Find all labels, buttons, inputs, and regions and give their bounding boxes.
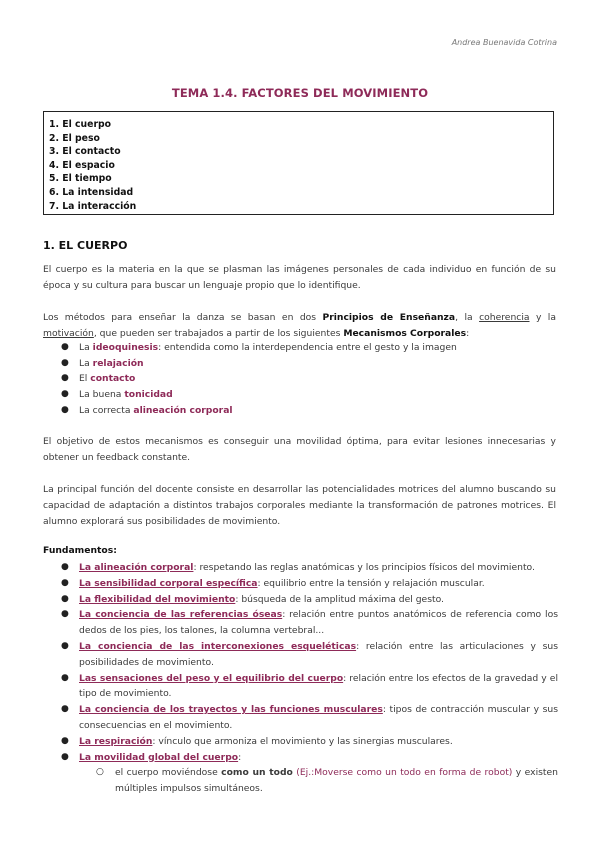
item-term: La conciencia de las referencias óseas (79, 609, 283, 621)
item-text: : entendida como la interdependencia entre el gesto y la imagen (158, 342, 457, 353)
item-term: tonicidad (124, 389, 173, 401)
item-term: La respiración (79, 735, 153, 747)
toc-item: 5. El tiempo (49, 173, 112, 185)
sub-list (79, 765, 558, 797)
toc-item: 6. La intensidad (49, 186, 134, 198)
item-text: El (79, 373, 91, 385)
section-heading: 1. EL CUERPO (43, 239, 128, 252)
intro-paragraph: El cuerpo es la materia en la que se plasman las imágenes personales de cada individuo en función de su época y su cultura para buscar un lenguaje propio que lo identifique. (43, 264, 556, 291)
bullet-icon: ● (61, 593, 69, 604)
bullet-icon: ● (61, 342, 69, 352)
mechanisms-list (43, 340, 556, 419)
item-term: La conciencia de las interconexiones esqueléticas (79, 640, 357, 652)
item-text: : vínculo que armoniza el movimiento y las sinergias musculares. (152, 735, 453, 747)
list-item (43, 356, 556, 372)
item-term: La sensibilidad corporal específica (79, 577, 258, 589)
bullet-icon: ● (61, 357, 69, 368)
item-bold-text: como un todo (221, 767, 293, 779)
item-term: ideoquinesis (92, 342, 159, 353)
list-item (43, 750, 558, 797)
item-term: La conciencia de los trayectos y las funciones musculares (79, 704, 383, 716)
bullet-icon: ● (61, 562, 69, 572)
table-of-contents (43, 111, 554, 215)
methods-text: , que pueden ser trabajados a partir de los siguientes (93, 328, 344, 339)
toc-item: 2. El peso (49, 132, 100, 144)
item-text: el cuerpo moviéndose (115, 767, 222, 779)
item-text: : equilibrio entre la tensión y relajación muscular. (257, 577, 485, 589)
bullet-icon: ● (61, 609, 69, 620)
item-text: : relación entre puntos anatómicos de referencia como los dedos de los pies, los talones, la columna vertebral... (79, 609, 558, 637)
toc-item: 1. El cuerpo (49, 119, 112, 130)
teacher-paragraph: La principal función del docente consiste en desarrollar las potencialidades motrices del alumno buscando su capacidad de adaptación a distintos trabajos corporales mediante la transformación de patrones motrices. El alumno explorará sus posibilidades de movimiento. (43, 484, 556, 527)
methods-text: : (466, 328, 470, 339)
author-name: Andrea Buenavida Cotrina (451, 38, 557, 47)
motivation-term: motivación (43, 328, 94, 339)
fundamentals-title: Fundamentos: (43, 545, 117, 556)
item-term: La alineación corporal (79, 562, 194, 573)
toc-item: 3. El contacto (49, 146, 121, 158)
bullet-icon: ● (61, 577, 69, 588)
list-item (43, 371, 556, 387)
item-text: : tipos de contracción muscular y sus consecuencias en el movimiento. (79, 704, 558, 731)
item-text: : (238, 751, 242, 763)
list-item (43, 387, 556, 403)
toc-item: 7. La interacción (49, 200, 137, 212)
list-item (43, 560, 558, 576)
bullet-icon: ● (61, 751, 69, 762)
bullet-icon: ● (61, 389, 69, 400)
item-term: Las sensaciones del peso y el equilibrio del cuerpo (79, 672, 344, 684)
item-text: La (79, 342, 93, 353)
bullet-icon: ● (61, 672, 69, 683)
bullet-icon: ● (61, 404, 69, 415)
bullet-icon: ● (61, 640, 69, 651)
list-item (43, 403, 556, 419)
item-term: relajación (92, 357, 144, 369)
methods-text: , la (455, 312, 480, 323)
list-item (43, 607, 558, 639)
item-term: La flexibilidad del movimiento (79, 593, 236, 605)
item-term: alineación corporal (133, 404, 233, 416)
example-text: (Ej.:Moverse como un todo en forma de robot) (296, 767, 513, 779)
fundamentals-list (43, 560, 558, 797)
item-text: La correcta (79, 404, 134, 416)
item-text: : relación entre las articulaciones y sus posibilidades de movimiento. (79, 640, 558, 668)
coherence-term: coherencia (479, 312, 530, 323)
list-item (43, 340, 556, 356)
item-text: La buena (79, 389, 125, 401)
list-item (43, 702, 558, 734)
item-text: : relación entre los efectos de la gravedad y el tipo de movimiento. (79, 672, 559, 700)
page-title: TEMA 1.4. FACTORES DEL MOVIMIENTO (171, 86, 429, 100)
mechanisms-term: Mecanismos Corporales (343, 328, 467, 339)
methods-text: Los métodos para enseñar la danza se basan en dos (43, 312, 323, 323)
hollow-bullet-icon: ○ (96, 767, 104, 778)
item-text: : respetando las reglas anatómicas y los principios físicos del movimiento. (193, 562, 535, 573)
methods-paragraph (43, 310, 556, 342)
bullet-icon: ● (61, 704, 69, 715)
methods-text: y la (529, 312, 556, 323)
item-term: contacto (90, 373, 136, 385)
toc-item: 4. El espacio (49, 159, 115, 171)
item-term: La movilidad global del cuerpo (79, 751, 239, 763)
objective-paragraph: El objetivo de estos mecanismos es conseguir una movilidad óptima, para evitar lesiones innecesarias y obtener un feedback constante. (43, 436, 556, 463)
principles-term: Principios de Enseñanza (322, 312, 456, 323)
list-item (43, 576, 558, 592)
list-item (43, 734, 558, 750)
item-text: : búsqueda de la amplitud máxima del gesto. (235, 593, 444, 605)
sub-list-item (79, 765, 558, 797)
bullet-icon: ● (61, 735, 69, 746)
item-text: La (79, 357, 93, 369)
list-item (43, 671, 558, 703)
item-text: y existen múltiples impulsos simultáneos. (115, 767, 559, 795)
bullet-icon: ● (61, 373, 69, 384)
list-item (43, 592, 558, 608)
list-item (43, 639, 558, 671)
